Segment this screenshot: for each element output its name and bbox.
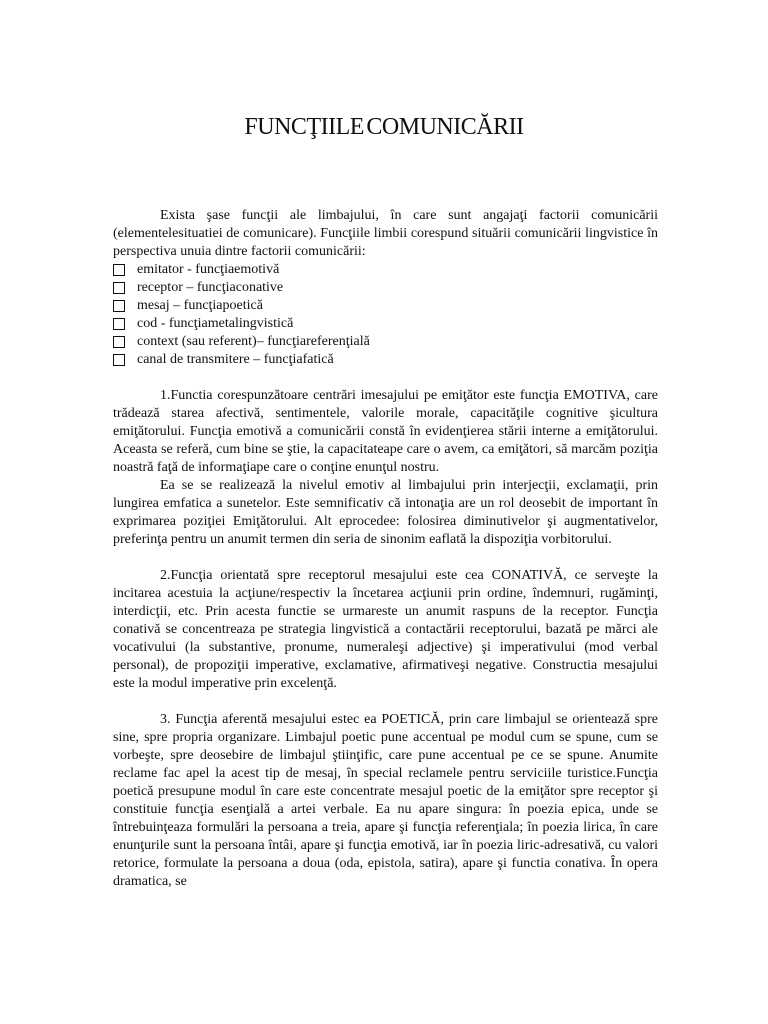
list-item <box>113 297 658 315</box>
checkbox-icon <box>113 318 125 330</box>
checkbox-icon <box>113 300 125 312</box>
spacer <box>113 369 658 387</box>
intro-paragraph: Exista şase funcţii ale limbajului, în care sunt angajaţi factorii comunicării (elementelesituatiei de comunicare). Funcţiile limbii corespund situării comunicării lingvistice în perspectiva unuia dintre factorii comunicării: <box>113 208 658 259</box>
spacer <box>113 549 658 567</box>
checkbox-icon <box>113 354 125 366</box>
spacer <box>113 693 658 711</box>
paragraph-emotive-continued: Ea se se realizează la nivelul emotiv al limbajului prin interjecţii, exclamaţii, prin lungirea emfatica a sunetelor. Este semnificativ că intonaţia are un rol deosebit de important în exprimarea poziţiei Emiţătorului. Alt eprocedee: folosirea diminutivelor şi augmentativelor, preferinţa pentru un anumit termen din seria de sinonim eaflată la dispoziţia vorbitorului. <box>113 478 658 547</box>
list-item <box>113 279 658 297</box>
checkbox-icon <box>113 264 125 276</box>
list-item <box>113 351 658 369</box>
list-item <box>113 315 658 333</box>
checkbox-icon <box>113 336 125 348</box>
list-item-label: context (sau referent)– funcţiareferenţială <box>137 334 370 349</box>
list-item <box>113 333 658 351</box>
paragraph-poetic: 3. Funcţia aferentă mesajului estec ea POETICĂ, prin care limbajul se orientează spre sine, spre propria organizare. Limbajul poetic pune accentual pe modul cum se spune, cum se vorbeşte, spre deosebire de limbajul ştiinţific, care pune accentual pe ce se spune. Anumite reclame fac apel la acest tip de mesaj, în special reclamele pentru serviciile turistice.Funcţia poetică presupune modul în care este concentrate mesajul poetic de la emiţător spre receptor şi constituie funcţia esenţială a artei verbale. Ea nu apare singura: în poezia epica, unde se întrebuinţeaza formulări la persoana a treia, apare şi funcţia referenţiala; în poezia lirica, în care enunţurile sunt la persoana întâi, apare şi funcţia emotivă, iar în poezia liric-adresativă, cu valori retorice, formulate la persoana a doua (oda, epistola, satira), apare şi functia conativa. În opera dramatica, se <box>113 712 658 889</box>
list-item <box>113 261 658 279</box>
list-item-label: emitator - funcţiaemotivă <box>137 262 280 277</box>
list-item-label: cod - funcţiametalingvistică <box>137 316 294 331</box>
paragraph-emotive: 1.Functia corespunzătoare centrări imesajului pe emiţător este funcţia EMOTIVA, care trădează starea afectivă, sentimentele, valorile morale, capacităţile cognitive şicultura emiţătorului. Funcţia emotivă a comunicării constă în evidenţierea stării interne a emiţătorului. Aceasta se referă, cum bine se ştie, la capacitateape care o avem, ca emiţători, să marcăm poziţia noastră faţă de informaţiape care o conţine enunţul nostru. <box>113 388 658 475</box>
list-item-label: receptor – funcţiaconative <box>137 280 284 295</box>
page-title: FUNCŢIILE COMUNICĂRII <box>244 114 524 140</box>
factors-list <box>113 261 658 369</box>
checkbox-icon <box>113 282 125 294</box>
document-body <box>113 207 658 891</box>
paragraph-conative: 2.Funcţia orientată spre receptorul mesajului este cea CONATIVĂ, ce serveşte la incitarea acestuia la acţiune/respectiv la încetarea acţiunii prin ordine, îndemnuri, rugăminţi, interdicţii, etc. Prin acesta functie se urmareste un anumit raspuns de la receptor. Funcţia conativă se concentreaza pe strategia lingvistică a contactării receptorului, bazată pe mărci ale vocativului (la substantive, pronume, numeraleşi adjective) şi imperativului (mod verbal personal), de propoziţii imperative, exclamative, afirmativeşi negative. Constructia mesajului este la modul imperative prin excelenţă. <box>113 568 658 691</box>
list-item-label: mesaj – funcţiapoetică <box>137 298 263 313</box>
list-item-label: canal de transmitere – funcţiafatică <box>137 352 334 367</box>
